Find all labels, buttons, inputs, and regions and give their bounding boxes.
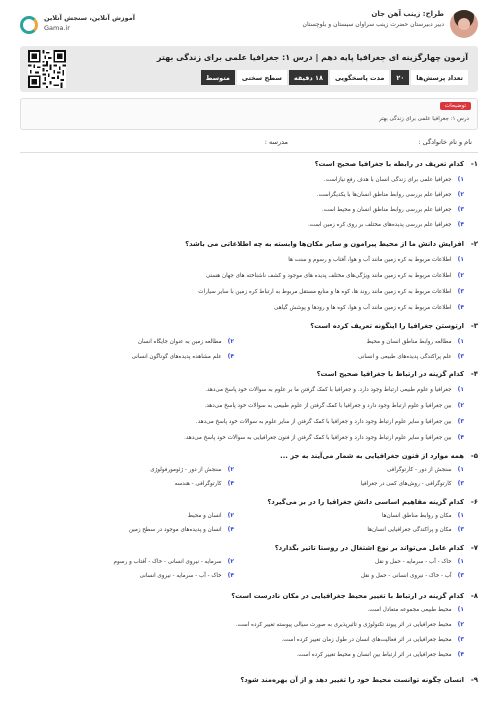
description-tag: توضیحات xyxy=(440,102,471,110)
question-number: ۱- xyxy=(470,160,478,168)
question-number: ۵- xyxy=(470,452,478,460)
question-2 xyxy=(20,240,478,318)
option-2[interactable]: ۲)جغرافیا علم بررسی روابط مناطق انسان‌ها با یکدیگراست. xyxy=(316,191,464,198)
option-1[interactable]: ۱)محیط طبیعی مجموعه متعادل است. xyxy=(367,606,464,613)
option-3[interactable]: ۳)آب - خاک - نیروی انسانی - حمل و نقل xyxy=(360,572,464,579)
question-3 xyxy=(20,322,478,362)
qr-code-icon xyxy=(28,50,66,88)
option-1[interactable]: ۱)خاک - آب - سرمایه - حمل و نقل xyxy=(375,558,464,565)
question-text: کدام گزینه مفاهیم اساسی دانش جغرافیا را در بر می‌گیرد؟ xyxy=(267,498,464,506)
option-1[interactable]: ۱)سنجش از دور - کارتوگرافی xyxy=(387,466,464,473)
option-3[interactable]: ۳)مکان و پراکندگی جغرافیایی انسان‌ها xyxy=(367,526,464,533)
option-3[interactable]: ۳)علم پراکندگی پدیده‌های طبیعی و انسانی xyxy=(358,353,464,360)
author-info xyxy=(303,10,444,28)
question-count-value: ۲۰ xyxy=(391,70,409,85)
question-5 xyxy=(20,452,478,492)
option-1[interactable]: ۱)جغرافیا علمی برای زندگی انسان با هدف رفع نیازاست. xyxy=(323,176,464,183)
option-2[interactable]: ۲)سنجش از دور - ژئومورفولوژی xyxy=(150,466,234,473)
question-number: ۸- xyxy=(470,592,478,600)
exam-stats xyxy=(201,70,468,85)
question-number: ۲- xyxy=(470,240,478,248)
gama-logo-icon xyxy=(20,16,38,34)
question-text: انسان چگونه توانست محیط خود را تغییر دهد و از آن بهره‌مند شود؟ xyxy=(240,676,464,684)
option-2[interactable]: ۲)انسان و محیط xyxy=(187,512,234,519)
option-1[interactable]: ۱)اطلاعات مربوط به کره زمین مانند آب و هوا، آفتاب و رسوم و سنت ها xyxy=(288,256,464,263)
option-3[interactable]: ۳)کارتوگرافی - روش‌های کمی در جغرافیا xyxy=(360,480,464,487)
option-3[interactable]: ۳)محیط جغرافیایی در اثر فعالیت‌های انسان در طول زمان تغییر کرده است. xyxy=(281,636,464,643)
option-4[interactable]: ۴)کارتوگرافی - هندسه xyxy=(174,480,234,487)
option-1[interactable]: ۱)جغرافیا و علوم طبیعی ارتباط وجود دارد. و جغرافیا با کمک گرفتن ما بر علوم به سوالات خود پاسخ می‌دهد. xyxy=(205,386,464,393)
question-count-label: تعداد پرسش‌ها xyxy=(411,70,468,85)
option-2[interactable]: ۲)اطلاعات مربوط به کره زمین مانند ویژگی‌های مختلف پدیده های موجود و کشف ناشناخته های جهان هستی xyxy=(205,272,464,279)
exam-title: آزمون چهارگزینه ای جغرافیا پایه دهم | درس ۱: جغرافیا علمی برای زندگی بهتر xyxy=(156,53,468,62)
page-header xyxy=(20,10,478,40)
option-4[interactable]: ۴)جغرافیا علم بررسی پدیده‌های مختلف بر روی کره زمین است. xyxy=(307,221,464,228)
question-8 xyxy=(20,592,478,668)
question-number: ۴- xyxy=(470,370,478,378)
option-3[interactable]: ۳)جغرافیا علم بررسی روابط مناطق انسان و محیط است. xyxy=(321,206,464,213)
option-4[interactable]: ۴)اطلاعات مربوط به کره زمین مانند آب و هوا، کوه ها و رودها و پوشش گیاهی xyxy=(274,304,464,311)
author-avatar xyxy=(450,10,478,38)
option-1[interactable]: ۱)مکان و روابط مناطق انسان‌ها xyxy=(381,512,464,519)
question-number: ۹- xyxy=(470,676,478,684)
option-2[interactable]: ۲)محیط جغرافیایی در اثر پیوند تکنولوژی و تاثیرپذیری به صورت سیالی پیوسته تغییر کرده است. xyxy=(235,621,464,628)
question-text: افزایش دانش ما از محیط پیرامون و سایر مکان‌ها وابسته به چه اطلاعاتی می باشد؟ xyxy=(185,240,464,248)
option-1[interactable]: ۱)مطالعه روابط مناطق انسان و محیط xyxy=(366,338,464,345)
exam-title-bar xyxy=(20,46,478,92)
site-logo[interactable] xyxy=(20,14,150,38)
question-1 xyxy=(20,160,478,228)
option-2[interactable]: ۲)مطالعه زمین به عنوان جایگاه انسان xyxy=(137,338,234,345)
question-text: ارتوستن جغرافیا را اینگونه تعریف کرده است؟ xyxy=(310,322,464,330)
school-label: مدرسه : xyxy=(264,138,288,146)
difficulty-value: متوسط xyxy=(201,70,235,85)
option-4[interactable]: ۴)بین جغرافیا و سایر علوم ارتباط وجود دارد و جغرافیا با کمک گرفتن از فنون جغرافیایی به سوالات خود پاسخ می‌دهد. xyxy=(184,434,464,441)
duration-value: ۱۸ دقیقه xyxy=(289,70,328,85)
option-3[interactable]: ۳)اطلاعات مربوط به کره زمین مانند روند ها، کوه ها و منابع مستقل مربوط به ارتباط کره زمین با سایر سیارات xyxy=(198,288,464,295)
question-text: همه موارد از فنون جغرافیایی به شمار می‌آیند به جز ... xyxy=(280,452,464,460)
option-4[interactable]: ۴)انسان و پدیده‌های موجود در سطح زمین xyxy=(128,526,234,533)
question-6 xyxy=(20,498,478,538)
option-4[interactable]: ۴)خاک - آب - سرمایه - نیروی انسانی xyxy=(139,572,234,579)
student-info-bar xyxy=(20,136,478,150)
description-text: درس ۱: جغرافیا علمی برای زندگی بهتر xyxy=(378,116,469,122)
question-9 xyxy=(20,676,478,690)
divider xyxy=(20,152,478,153)
question-4 xyxy=(20,370,478,446)
option-2[interactable]: ۲)سرمایه - نیروی انسانی - خاک - آفتاب و رسوم xyxy=(113,558,234,565)
logo-title: آموزش آنلاین، سنجش آنلاین xyxy=(44,14,136,22)
description-box xyxy=(20,98,478,130)
option-4[interactable]: ۴)علم مشاهده پدیده‌های گوناگون انسانی xyxy=(131,353,234,360)
option-4[interactable]: ۴)محیط جغرافیایی در اثر ارتباط بین انسان و محیط تغییر کرده است. xyxy=(296,651,464,658)
question-number: ۳- xyxy=(470,322,478,330)
author-name: طراح: زینب آهن جان xyxy=(371,10,444,18)
question-7 xyxy=(20,544,478,584)
logo-site: Gama.ir xyxy=(44,24,70,32)
question-number: ۷- xyxy=(470,544,478,552)
difficulty-label: سطح سختی xyxy=(237,70,287,85)
question-text: کدام گزینه در ارتباط با تغییر محیط جغرافیایی در مکان نادرست است؟ xyxy=(231,592,464,600)
duration-label: مدت پاسخگویی xyxy=(330,70,389,85)
question-text: کدام گزینه در ارتباط با جغرافیا صحیح است؟ xyxy=(316,370,464,378)
question-number: ۶- xyxy=(470,498,478,506)
option-2[interactable]: ۲)بین جغرافیا و علوم ارتباط وجود دارد و جغرافیا با کمک گرفتن از علوم طبیعی به سوالات خود پاسخ می‌دهد. xyxy=(204,402,464,409)
author-school: دبیر دبیرستان حضرت زینب سراوان سیستان و بلوچستان xyxy=(302,21,444,28)
question-text: کدام عامل می‌تواند بر نوع اشتغال در روستا تاثیر بگذارد؟ xyxy=(274,544,464,552)
student-name-label: نام و نام خانوادگی : xyxy=(418,138,472,146)
option-3[interactable]: ۳)بین جغرافیا و سایر علوم ارتباط وجود دارد و جغرافیا با کمک گرفتن از سایر علوم به سوالات خود پاسخ می‌دهد. xyxy=(195,418,464,425)
question-text: کدام تعریف در رابطه با جغرافیا صحیح است؟ xyxy=(314,160,464,168)
